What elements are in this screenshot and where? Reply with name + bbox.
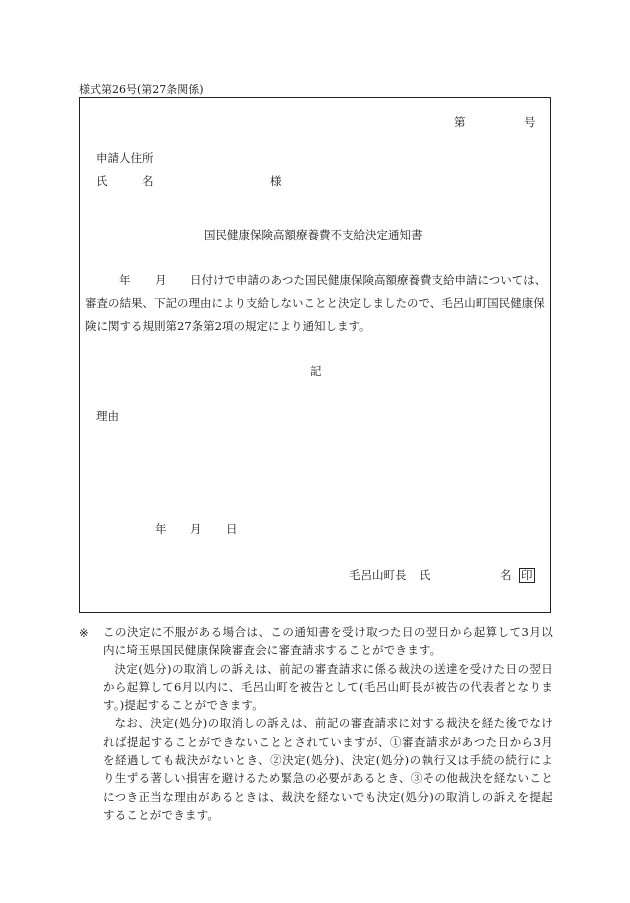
number-go: 号 <box>524 115 536 129</box>
date-month: 月 <box>155 273 167 287</box>
seal-icon <box>519 568 535 583</box>
body-line-1: 審査の結果、下記の理由により支給しないことと決定しましたので、毛呂山町国民健康保 <box>85 296 545 310</box>
reason-label: 理由 <box>96 409 119 423</box>
date-year: 年 <box>119 273 131 287</box>
issuer-name-1: 氏 <box>419 568 431 582</box>
note-mark: ※ <box>79 626 89 640</box>
issuer-title: 毛呂山町長 <box>349 568 407 582</box>
seal-mark: 印 <box>521 568 533 582</box>
applicant-name-label-1: 氏 <box>96 174 108 188</box>
issue-month: 月 <box>190 522 202 536</box>
body-line-2: 険に関する規則第27条第2項の規定により通知します。 <box>85 319 371 333</box>
note-paragraph-3: なお、決定(処分)の取消しの訴えは、前記の審査請求に対する裁決を経た後でなければ提起することができないこととされていますが、①審査請求があつた日から3月を経過しても裁決がないとき、②決定(処分)、決定(処分)の執行又は手続の続行により生ずる著しい損害を避けるため緊急の必要があるとき、③その他裁決を経ないことにつき正当な理由があるときは、裁決を経ないでも決定(処分)の取消しの訴えを提起することができます。 <box>103 716 553 822</box>
document-title: 国民健康保険高額療養費不支給決定通知書 <box>204 228 423 242</box>
number-dai: 第 <box>454 115 466 129</box>
issue-year: 年 <box>155 522 167 536</box>
date-line-text: 日付けで申請のあつた国民健康保険高額療養費支給申請については、 <box>190 273 547 287</box>
applicant-address-label: 申請人住所 <box>96 151 154 165</box>
applicant-honorific: 様 <box>270 174 282 188</box>
ki-label: 記 <box>310 364 322 378</box>
note-paragraph-1: この決定に不服がある場合は、この通知書を受け取つた日の翌日から起算して3月以内に埼玉県国民健康保険審査会に審査請求することができます。 <box>103 625 553 658</box>
form-number: 様式第26号(第27条関係) <box>79 83 204 96</box>
applicant-name-label-2: 名 <box>142 174 154 188</box>
note-paragraph-2: 決定(処分)の取消しの訴えは、前記の審査請求に係る裁決の送達を受けた日の翌日から起算して6月以内に、毛呂山町を被告として(毛呂山町長が被告の代表者となります。)提起することができます。 <box>103 661 553 713</box>
notes-block <box>103 623 553 824</box>
issue-day: 日 <box>226 522 238 536</box>
issuer-name-2: 名 <box>500 568 512 582</box>
